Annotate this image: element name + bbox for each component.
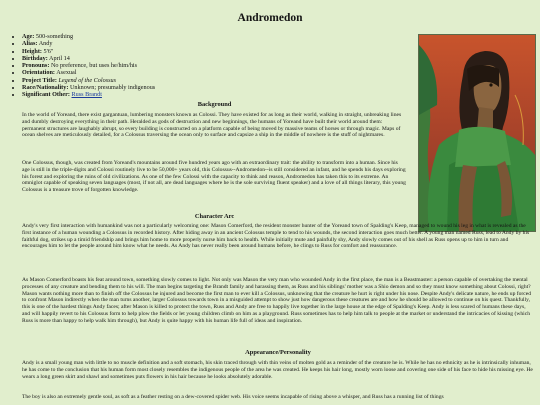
info-list [8, 33, 422, 99]
section-heading-background: Background [197, 101, 232, 108]
background-paragraph: One Colossus, though, was created from Yoreand's mountains around five hundred years ago with an extraordinary trait: the ability to transform into a human. Since his age is still in the triple-digits and Colossi routinely live to be 50,000+ years old, this Colossus--Andromedon--is still considered an infant, and he spends his days exploring his forest and exploring the ruins of old civilizations. As one of the few Colossi with the capacity to think and reason, Andromedon has taken this to its extreme. An omniglot capable of speaking seven languages (most, if not all, are dead languages where he is the sole surviving fluent speaker) and a love of all things literary, this young Colossus is a treasure trove of forgotten knowledge. [22, 160, 406, 194]
character-arc-paragraph: As Mason Comerford boasts his feat around town, something slowly comes to light. Not only was Mason the very man who wounded Andy in the first place, the man is a Beastmaster: a person capable of overtaking the mental processes of any creature and bending them to his will. The man begins targeting the Brandt family and harassing them, as Russ and his siblings' mother was a Shio demon and so they must know something about Colossi, right? Mason wants nothing more than to finish off the Colossus he injured and become the first man to ever kill a Colossus, unknowing that the creature he hurt is right under his nose. Despite Andy's delicate nature, he ends up forced to confront Mason indirectly when the man turns another, larger Colossus towards town in a misguided attempt to show just how dangerous these creatures are and how he should be allowed to continue on his quest. Thankfully, this is one of the hardest things Andy faces; after Mason is killed to protect the town, Russ and Andy are free to happily live together in the large house at the edge of Spalding's Keep. Andy is less scared of humans these days, and will happily revert to his Colossus form to help plow the fields or let young children climb on him as a playground. Russ sometimes has to help him talk to people at the market or understand the intricacies of kissing (which Russ is more than happy to help walk him through), but Andy is quite happy with his human life full of ideas and inspiration. [22, 277, 532, 324]
info-label: Age: [22, 33, 35, 40]
info-label: Race/Nationality: [22, 84, 69, 92]
page-title: Andromedon [237, 12, 303, 24]
info-label: Alias: [22, 40, 38, 48]
info-label: Orientation: [22, 69, 55, 77]
info-label: Height: [22, 47, 42, 55]
info-item-age [22, 33, 422, 40]
section-heading-appearance: Appearance/Personality [245, 349, 311, 356]
appearance-paragraph: Andy is a small young man with little to no muscle definition and a soft stomach, his skin traced through with thin veins of molten gold as a reminder of the creature he is. While he has no ethnicity as he is intrinsically inhuman, he has come to the conclusion that his human form most closely resembles the indigenous people of the area he was created. He keeps his hair long, mostly worn loose and covering one side of his face to hide his missing eye. He wears a long green skirt and shawl and sometimes puts flowers in his hair because he looks absolutely adorable. [22, 360, 533, 380]
info-label: Birthday: [22, 54, 48, 62]
info-item-height [22, 48, 422, 55]
significant-other-link[interactable]: Russ Brandt [71, 91, 102, 99]
info-label: Project Title: [22, 76, 57, 84]
appearance-paragraph: The boy is also an extremely gentle soul, as soft as a feather resting on a dew-covered spider web. His voice seems incapable of rising above a whisper, and Russ has a running list of things [22, 394, 444, 400]
info-item-race [22, 84, 422, 91]
info-item-orientation [22, 69, 422, 76]
section-heading-character-arc: Character Arc [194, 213, 235, 220]
info-value: No preference, but uses he/him/his [50, 62, 138, 70]
background-paragraph: In the world of Yoreand, there exist gargantuan, lumbering monsters known as Colossi. They have existed for as long as their world, walking in straight, unbreaking lines and dumbly destroying everything in their path. Heralded as gods of destruction and new beginnings, the humans of Yoreand have built their world around them: permanent structures are laughably abrupt, so every building is constructed on a platform capable of being moved by massive teams of horses or through magic. Maps of ocean shelves are meticulously detailed, for a Colossus traversing the ocean only to surface and capsize a ship in the middle of nowhere is the stuff of nightmares. [22, 112, 402, 139]
character-portrait [418, 34, 536, 232]
info-item-project [22, 77, 422, 84]
info-item-significant-other [22, 91, 422, 98]
info-item-birthday [22, 55, 422, 62]
info-label: Significant Other: [22, 91, 70, 99]
info-value: 5'6" [43, 47, 54, 55]
info-value: 500-something [35, 33, 74, 40]
info-value: Asexual [56, 69, 77, 77]
info-value: Andy [38, 40, 53, 48]
info-item-pronouns [22, 62, 422, 69]
info-value: April 14 [49, 54, 70, 62]
info-item-alias [22, 40, 422, 47]
character-arc-paragraph: Andy's very first interaction with humankind was not a particularly welcoming one: Mason Comerford, the resident monster hunter of the Yoreand town of Spalding's Keep, managed to wound his leg in what is revealed as the first instance of a human wounding a Colossus in recorded history. After hiding away in an ancient Colossus temple to tend to his wounds, the second interaction goes much better. A young man named Russ, lead to Andy by his faithful dog, strikes up a timid friendship and brings him home to more properly nurse him back to health. While initially mute and painfully shy, Andy slowly comes out of his shell as Russ opens up to him in turn and encourages him to let the people around him know what he needs. As Andy has never really been around humans before, he clings to Russ for comfort and reassurance. [22, 223, 530, 250]
info-value: Legend of the Colossus [58, 76, 117, 84]
info-label: Pronouns: [22, 62, 50, 70]
info-value: Unknown; presumably indigenous [69, 84, 156, 92]
